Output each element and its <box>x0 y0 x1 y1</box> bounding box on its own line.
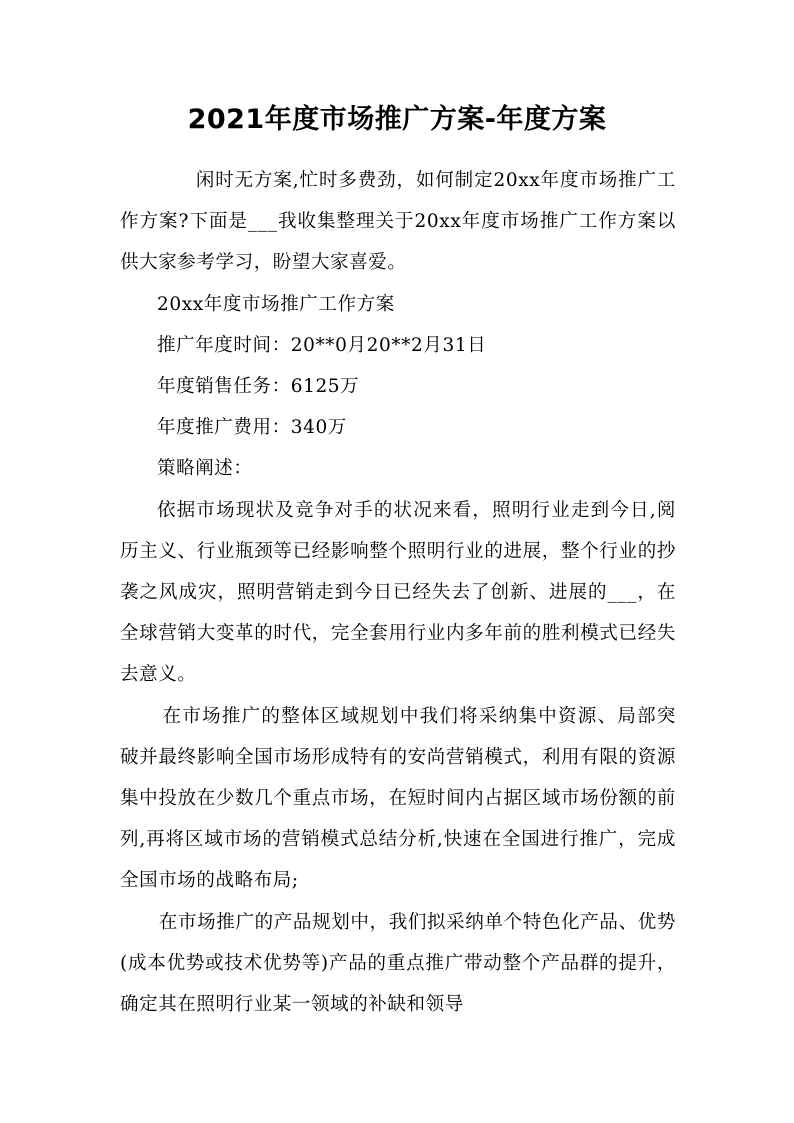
paragraph-market-analysis: 依据市场现状及竞争对手的状况来看，照明行业走到今日,阅历主义、行业瓶颈等已经影响整个照明行业的进展，整个行业的抄袭之风成灾，照明营销走到今日已经失去了创新、进展的___，在全球营销大变革的时代，完全套用行业内多年前的胜利模式已经失去意义。 <box>120 499 676 686</box>
paragraph-product-plan: 在市场推广的产品规划中，我们拟采纳单个特色化产品、优势(成本优势或技术优势等)产品的重点推广带动整个产品群的提升，确定其在照明行业某一领域的补缺和领导 <box>120 911 676 1016</box>
document-title: 2021年度市场推广方案-年度方案 <box>187 104 607 135</box>
paragraph-promotion-period: 推广年度时间：20**0月20**2月31日 <box>157 334 487 356</box>
paragraph-strategy-heading: 策略阐述： <box>157 458 253 480</box>
paragraph-regional-plan: 在市场推广的整体区域规划中我们将采纳集中资源、局部突破并最终影响全国市场形成特有的安尚营销模式，利用有限的资源集中投放在少数几个重点市场，在短时间内占据区域市场份额的前列,再将区域市场的营销模式总结分析,快速在全国进行推广，完成全国市场的战略布局; <box>120 705 676 892</box>
paragraph-sales-target: 年度销售任务：6125万 <box>157 376 360 398</box>
document-body <box>120 160 676 1025</box>
paragraph-intro: 闲时无方案,忙时多费劲，如何制定20xx年度市场推广工作方案?下面是___我收集整理关于20xx年度市场推广工作方案以供大家参考学习，盼望大家喜爱。 <box>120 170 676 274</box>
paragraph-plan-heading: 20xx年度市场推广工作方案 <box>157 293 395 315</box>
paragraph-promotion-budget: 年度推广费用：340万 <box>157 417 347 439</box>
